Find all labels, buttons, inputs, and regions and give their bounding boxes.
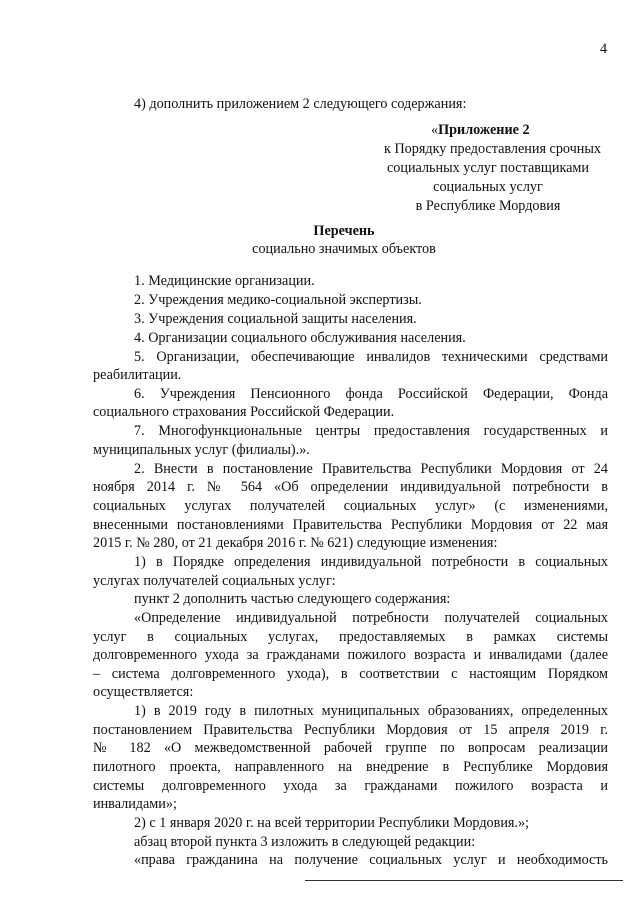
appendix-line: социальных услуг поставщиками <box>386 160 589 176</box>
text-line: муниципальных услуг (филиалы).». <box>93 442 310 458</box>
list-item: 4. Организации социального обслуживания населения. <box>134 330 466 346</box>
text-line: «Определение индивидуальной потребности получателей социальных <box>134 610 608 626</box>
text-line: 2. Внести в постановление Правительства Республики Мордовия от 24 <box>134 461 608 477</box>
list-item: 6. Учреждения Пенсионного фонда Российской Федерации, Фонда <box>134 386 608 402</box>
text-line: реабилитации. <box>93 367 182 383</box>
list-item: 1. Медицинские организации. <box>134 273 315 289</box>
text-line: внесенными постановлениями Правительства Республики Мордовия от 22 мая <box>93 517 608 533</box>
text-line: пилотного проекта, направленного на внедрение в Республике Мордовия <box>93 759 608 775</box>
text-line: абзац второй пункта 3 изложить в следующей редакции: <box>134 834 476 850</box>
text-line: – система долговременного ухода), в соответствии с настоящим Порядком <box>93 666 608 682</box>
appendix-heading <box>431 121 530 139</box>
appendix-title: Приложение 2 <box>438 122 530 138</box>
list-item: 7. Многофункциональные центры предоставления государственных и <box>134 423 608 439</box>
appendix-open-quote: « <box>431 122 439 138</box>
list-item: 5. Организации, обеспечивающие инвалидов техническими средствами <box>134 349 608 365</box>
text-line: социального страхования Российской Федерации. <box>93 404 395 420</box>
appendix-line: к Порядку предоставления срочных <box>384 141 601 157</box>
text-line: ноября 2014 г. № 564 «Об определении индивидуальной потребности в <box>93 479 608 495</box>
text-line: системы долговременного ухода за гражданами пожилого возраста и <box>93 778 608 794</box>
text-line: 2015 г. № 280, от 21 декабря 2016 г. № 621) следующие изменения: <box>93 535 498 551</box>
text-line: «права гражданина на получение социальных услуг и необходимость <box>134 852 608 868</box>
text-line: № 182 «О межведомственной рабочей группе по вопросам реализации <box>93 740 608 756</box>
text-line: услуг в социальных услугах, предоставляемых в рамках системы <box>93 629 608 645</box>
list-title: Перечень <box>313 223 375 239</box>
text-line: 2) с 1 января 2020 г. на всей территории Республики Мордовия.»; <box>134 815 530 831</box>
text-line: 1) в 2019 году в пилотных муниципальных образованиях, определенных <box>134 703 608 719</box>
list-item: 2. Учреждения медико-социальной экспертизы. <box>134 292 422 308</box>
footer-rule <box>305 880 623 881</box>
text-line: пункт 2 дополнить частью следующего содержания: <box>134 591 451 607</box>
list-subtitle: социально значимых объектов <box>252 241 436 257</box>
appendix-line: социальных услуг <box>433 179 543 195</box>
appendix-line: в Республике Мордовия <box>415 198 561 214</box>
text-line: долговременного ухода за гражданами пожилого возраста и инвалидами (далее <box>93 647 608 663</box>
text-line: 1) в Порядке определения индивидуальной потребности в социальных <box>134 554 608 570</box>
text-line: постановлением Правительства Республики Мордовия от 15 апреля 2019 г. <box>93 722 608 738</box>
page-number: 4 <box>600 41 608 57</box>
text-line: инвалидами»; <box>93 796 177 812</box>
text-line: услугах получателей социальных услуг: <box>93 573 336 589</box>
list-item: 3. Учреждения социальной защиты населения. <box>134 311 417 327</box>
intro-paragraph: 4) дополнить приложением 2 следующего содержания: <box>134 96 467 112</box>
text-line: осуществляется: <box>93 684 194 700</box>
text-line: социальных услугах получателей социальных услуг» (с изменениями, <box>93 498 608 514</box>
